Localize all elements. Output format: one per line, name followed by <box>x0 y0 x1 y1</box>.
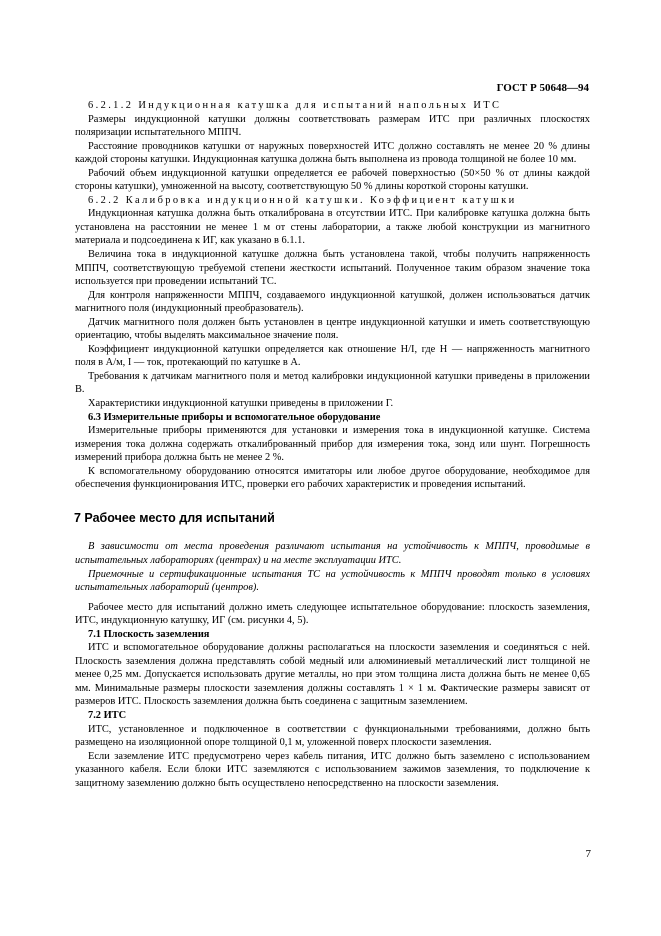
paragraph: ИТС и вспомогательное оборудование должны располагаться на плоскости заземления и соединяться с ней. Плоскость заземления должна представлять собой медный или алюминиевый металлический лист толщиной не менее 0,25 мм. Допускается использовать другие металлы, но при этом толщина листа должна быть не менее 0,65 мм. Минимальные размеры плоскости заземления должны составлять 1 × 1 м. Фактические размеры зависят от размеров ИТС. Плоскость заземления должна быть соединена с защитным заземлением. <box>75 642 590 708</box>
paragraph: Рабочее место для испытаний должно иметь следующее испытательное оборудование: плоскость заземления, ИТС, индукционную катушку, ИГ (см. рисунки 4, 5). <box>75 601 590 627</box>
paragraph: Расстояние проводников катушки от наружных поверхностей ИТС должно составлять не менее 20 % длины каждой стороны катушки. Индукционная катушка должна быть выполнена из провода толщиной не более 10 мм. <box>75 140 590 166</box>
paragraph: Величина тока в индукционной катушке должна быть установлена такой, чтобы получить напряженность МППЧ, соответствующую требуемой степени жесткости испытаний. Полученное таким образом значение тока используется при проведении испытаний ТС. <box>75 249 590 288</box>
paragraph: Коэффициент индукционной катушки определяется как отношение H/I, где H — напряженность магнитного поля в А/м, I — ток, протекающий по катушке в А. <box>75 343 590 369</box>
heading-6-2-1-2: 6.2.1.2 Индукционная катушка для испытаний напольных ИТС <box>88 100 502 111</box>
page-number: 7 <box>585 848 591 860</box>
heading-6-2-2: 6.2.2 Калибровка индукционной катушки. Коэффициент катушки <box>88 194 517 206</box>
paragraph: ИТС, установленное и подключенное в соответствии с функциональными требованиями, должно быть размещено на изоляционной опоре толщиной 0,1 м, уложенной поверх плоскости заземления. <box>75 723 590 749</box>
document-body <box>75 99 590 790</box>
heading-7-1: 7.1 Плоскость заземления <box>88 628 210 640</box>
paragraph: Для контроля напряженности МППЧ, создаваемого индукционной катушкой, должен использоваться датчик магнитного поля (индукционный преобразователь). <box>75 289 590 315</box>
paragraph: Размеры индукционной катушки должны соответствовать размерам ИТС при различных плоскостях поляризации испытательного МППЧ. <box>75 113 590 139</box>
paragraph: Если заземление ИТС предусмотрено через кабель питания, ИТС должно быть заземлено с использованием указанного кабеля. Если блоки ИТС заземляются с использованием зажимов заземления, то подключение к защитному заземлению должно быть осуществлено непосредственно на плоскости заземления. <box>75 750 590 789</box>
heading-6-3: 6.3 Измерительные приборы и вспомогательное оборудование <box>88 411 381 423</box>
italic-note: В зависимости от места проведения различают испытания на устойчивость к МППЧ, проводимые в испытательных лабораториях (центрах) и на месте эксплуатации ИТС. <box>75 541 590 566</box>
italic-note: Приемочные и сертификационные испытания ТС на устойчивость к МППЧ проводят только в условиях испытательных лабораторий (центров). <box>75 568 590 594</box>
paragraph: К вспомогательному оборудованию относятся имитаторы или любое другое оборудование, необходимое для обеспечения функционирования ИТС, проверки его рабочих характеристик и проведения испытаний. <box>75 465 590 491</box>
heading-7-2: 7.2 ИТС <box>88 709 127 721</box>
standard-header: ГОСТ Р 50648—94 <box>496 82 589 94</box>
paragraph: Рабочий объем индукционной катушки определяется ее рабочей поверхностью (50×50 % от длины каждой стороны катушки), умноженной на высоту, соответствующую 50 % длины короткой стороны катушки. <box>75 167 590 193</box>
paragraph: Индукционная катушка должна быть откалибрована в отсутствии ИТС. При калибровке катушка должна быть установлена на расстоянии не менее 1 м от стены лаборатории, а также любой конструкции из магнитного материала и подсоединена к ИГ, как указано в 6.1.1. <box>75 208 590 247</box>
section-7-title: 7 Рабочее место для испытаний <box>74 510 275 525</box>
paragraph: Измерительные приборы применяются для установки и измерения тока в индукционной катушке. Система измерения тока должна содержать откалиброванный прибор для измерения тока, зонд или шунт. Погрешность измерений прибора должна быть не менее 2 %. <box>75 425 590 464</box>
paragraph: Требования к датчикам магнитного поля и метод калибровки индукционной катушки приведены в приложении В. <box>75 370 590 396</box>
paragraph: Датчик магнитного поля должен быть установлен в центре индукционной катушки и иметь соответствующую ориентацию, чтобы выделять максимальное значение поля. <box>75 316 590 342</box>
paragraph: Характеристики индукционной катушки приведены в приложении Г. <box>88 398 394 410</box>
